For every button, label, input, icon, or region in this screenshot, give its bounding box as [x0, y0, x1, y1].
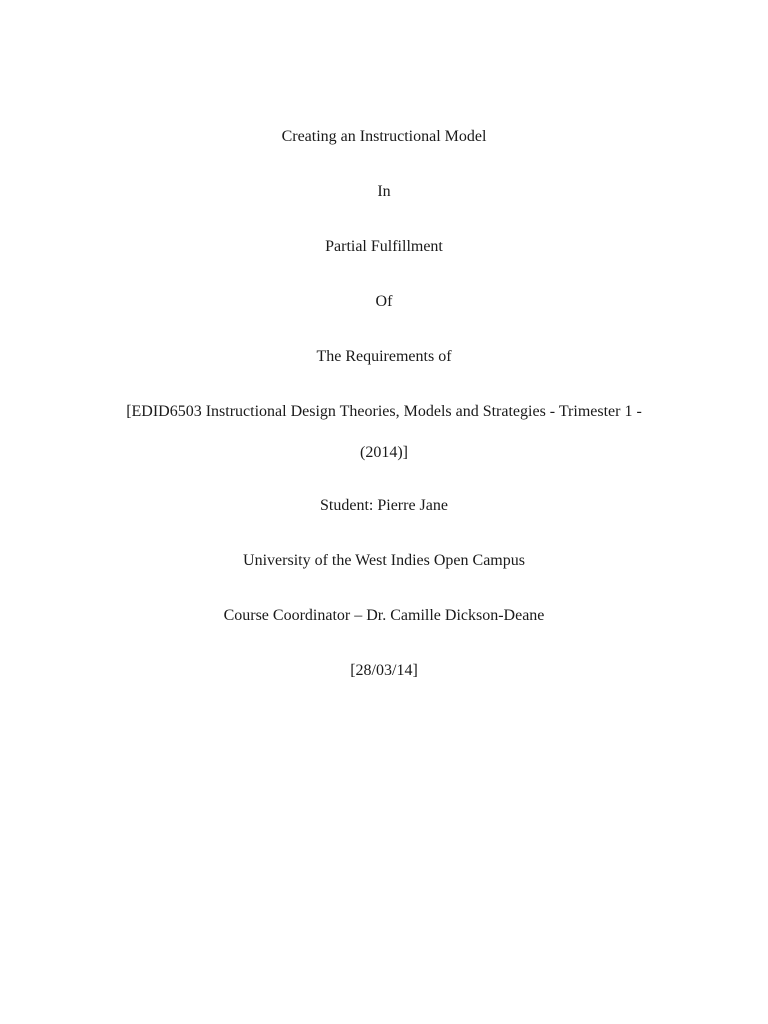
line-of: Of — [375, 293, 393, 310]
course-coordinator: Course Coordinator – Dr. Camille Dickson-Deane — [223, 607, 545, 624]
line-in: In — [377, 183, 391, 200]
line-partial-fulfillment: Partial Fulfillment — [325, 238, 443, 255]
document-title: Creating an Instructional Model — [281, 128, 487, 145]
institution-name: University of the West Indies Open Campus — [243, 552, 525, 569]
submission-date: [28/03/14] — [350, 662, 418, 679]
line-requirements: The Requirements of — [316, 348, 452, 365]
course-name-line-2: (2014)] — [360, 444, 408, 461]
student-name: Student: Pierre Jane — [320, 497, 448, 514]
course-name-line-1: [EDID6503 Instructional Design Theories, Models and Strategies - Trimester 1 - — [126, 403, 642, 420]
